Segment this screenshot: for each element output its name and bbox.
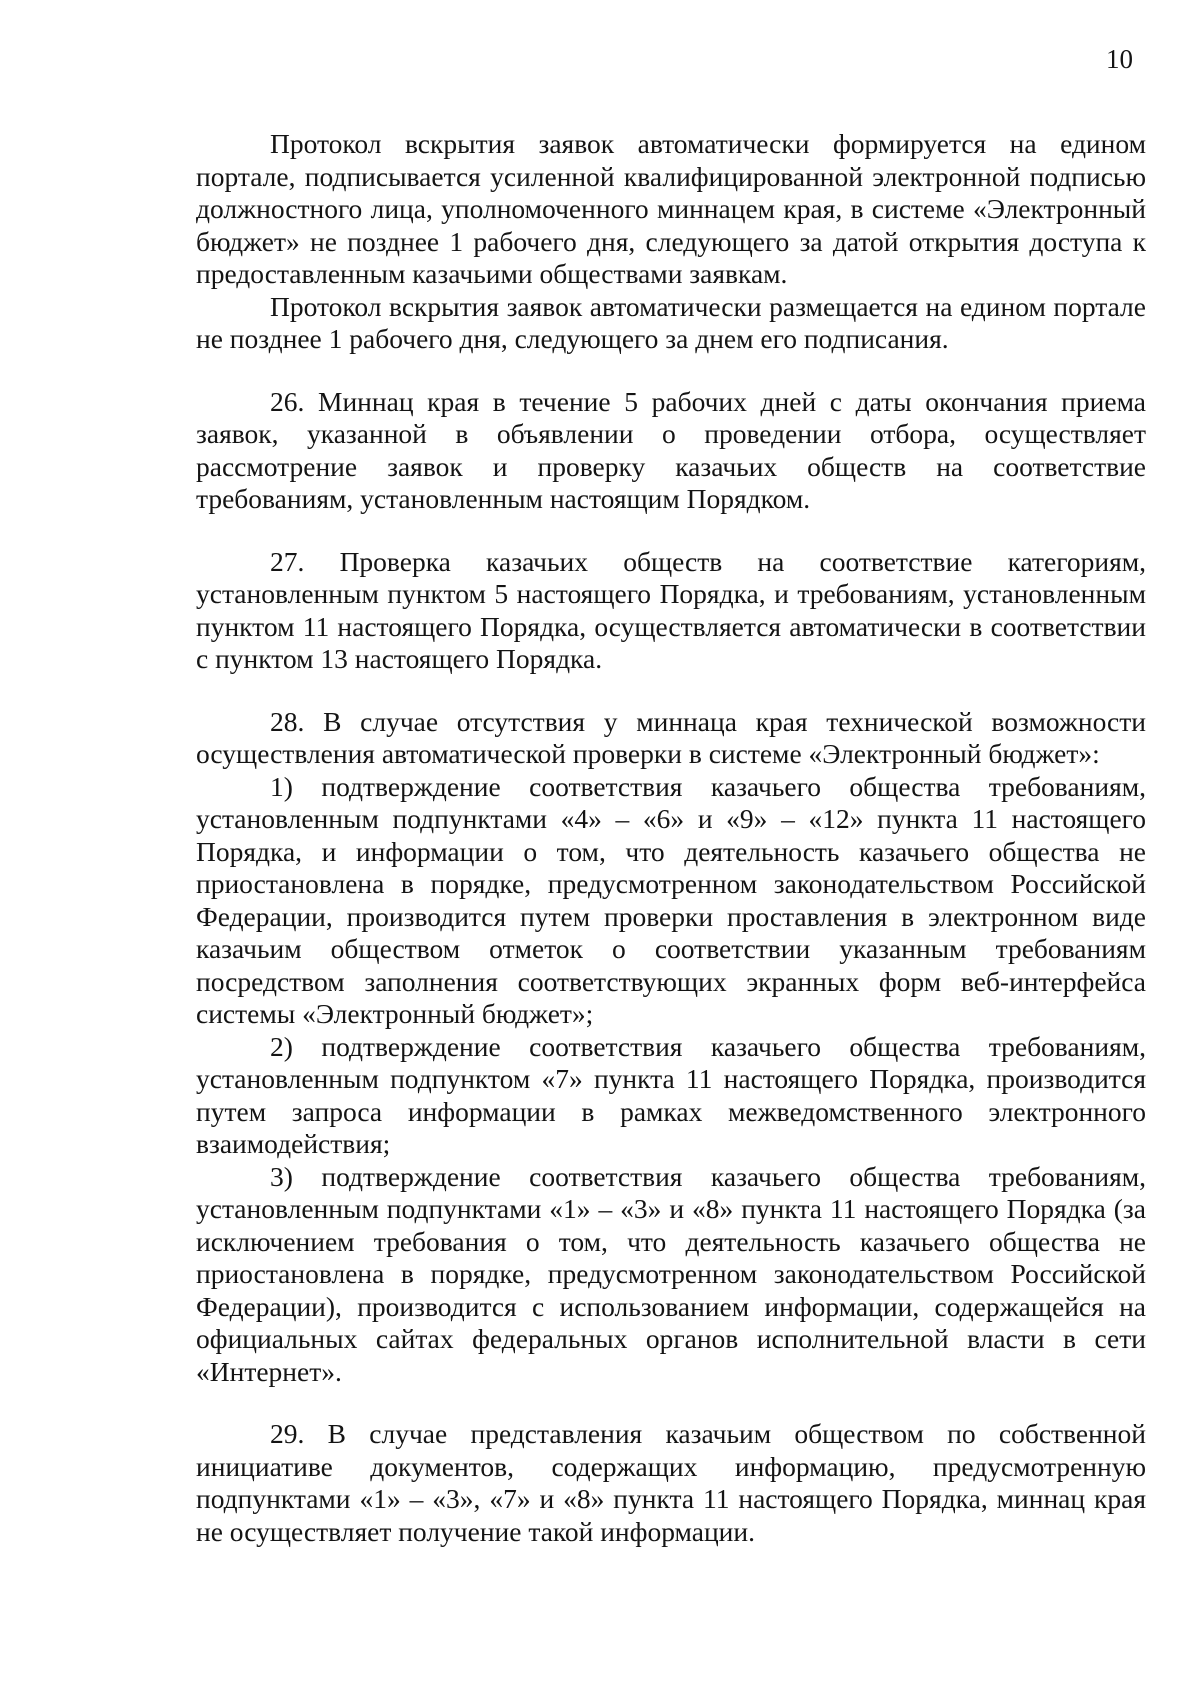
paragraph-28: 28. В случае отсутствия у миннаца края технической возможности осуществления автоматической проверки в системе «Электронный бюджет»: bbox=[196, 705, 1146, 769]
page-number: 10 bbox=[1106, 44, 1133, 74]
paragraph-protocol-formation: Протокол вскрытия заявок автоматически формируется на едином портале, подписывается усиленной квалифицированной электронной подписью должностного лица, уполномоченного миннацем края, в системе «Электронный бюджет» не позднее 1 рабочего дня, следующего за датой открытия доступа к предоставленным казачьими обществами заявкам. bbox=[196, 128, 1146, 289]
paragraph-28-item-2: 2) подтверждение соответствия казачьего общества требованиям, установленным подпунктом «7» пункта 11 настоящего Порядка, производится путем запроса информации в рамках межведомственного электронного взаимодействия; bbox=[196, 1030, 1146, 1159]
paragraph-protocol-placement: Протокол вскрытия заявок автоматически размещается на едином портале не позднее 1 рабочего дня, следующего за днем его подписания. bbox=[196, 290, 1146, 354]
paragraph-26: 26. Миннац края в течение 5 рабочих дней с даты окончания приема заявок, указанной в объявлении о проведении отбора, осуществляет рассмотрение заявок и проверку казачьих обществ на соответствие требованиям, установленным настоящим Порядком. bbox=[196, 385, 1146, 514]
paragraph-29: 29. В случае представления казачьим обществом по собственной инициативе документов, содержащих информацию, предусмотренную подпунктами «1» – «3», «7» и «8» пункта 11 настоящего Порядка, миннац края не осуществляет получение такой информации. bbox=[196, 1418, 1146, 1547]
paragraph-28-item-3: 3) подтверждение соответствия казачьего общества требованиям, установленным подпунктами «1» – «3» и «8» пункта 11 настоящего Порядка (за исключением требования о том, что деятельность казачьего общества не приостановлена в порядке, предусмотренном законодательством Российской Федерации), производится с использованием информации, содержащейся на официальных сайтах федеральных органов исполнительной власти в сети «Интернет». bbox=[196, 1160, 1146, 1387]
paragraph-27: 27. Проверка казачьих обществ на соответствие категориям, установленным пунктом 5 настоящего Порядка, и требованиям, установленным пунктом 11 настоящего Порядка, осуществляется автоматически в соответствии с пунктом 13 настоящего Порядка. bbox=[196, 545, 1146, 674]
paragraph-28-item-1: 1) подтверждение соответствия казачьего общества требованиям, установленным подпунктами «4» – «6» и «9» – «12» пункта 11 настоящего Порядка, и информации о том, что деятельность казачьего общества не приостановлена в порядке, предусмотренном законодательством Российской Федерации, производится путем проверки проставления в электронном виде казачьим обществом отметок о соответствии указанным требованиям посредством заполнения соответствующих экранных форм веб-интерфейса системы «Электронный бюджет»; bbox=[196, 770, 1146, 1029]
document-body bbox=[196, 128, 1146, 1548]
